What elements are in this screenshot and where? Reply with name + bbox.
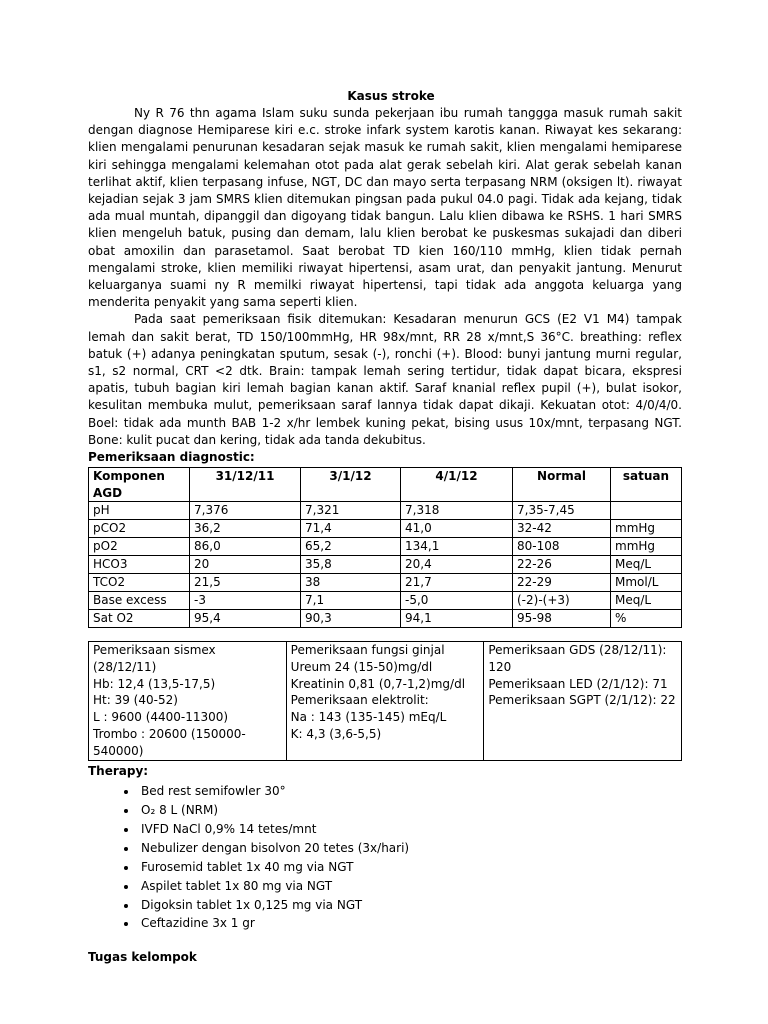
agd-param-cell: pO2 — [89, 538, 190, 556]
list-item: • Furosemid tablet 1x 40 mg via NGT — [138, 858, 682, 877]
table-row — [89, 538, 682, 556]
lab-line: K: 4,3 (3,6-5,5) — [290, 727, 382, 742]
agd-header-cell: Normal — [513, 468, 611, 502]
case-paragraph-1 — [88, 105, 682, 311]
agd-unit-cell: Meq/L — [611, 556, 682, 574]
lab-line: Na : 143 (135-145) mEq/L — [290, 710, 447, 725]
agd-value-cell: 71,4 — [301, 520, 401, 538]
agd-value-cell: -3 — [190, 592, 301, 610]
document-title: Kasus stroke — [347, 89, 435, 103]
list-item: • Bed rest semifowler 30° — [138, 782, 682, 801]
agd-value-cell: 36,2 — [190, 520, 301, 538]
agd-value-cell: 7,376 — [190, 502, 301, 520]
case-paragraph-1-text: Ny R 76 thn agama Islam suku sunda pekerjaan ibu rumah tanggga masuk rumah sakit dengan diagnose Hemiparese kiri e.c. stroke infark system karotis kanan. Riwayat kes sekarang: klien mengalami penurunan kesadaran sejak masuk ke rumah sakit, klien mengalami hemiparese kiri sehingga mengalami kelemahan otot pada alat gerak sebelah kiri. Alat gerak sebelah kanan terlihat aktif, klien terpasang infuse, NGT, DC dan mayo serta terpasang NRM (oksigen lt). riwayat kejadian sejak 3 jam SMRS klien ditemukan pingsan pada pukul 04.0 pagi. Tidak ada kejang, tidak ada mual muntah, dipanggil dan digoyang tidak bangun. Lalu klien dibawa ke RSHS. 1 hari SMRS klien mengeluh batuk, pusing dan demam, lalu klien berobat ke puskesmas sukajadi dan diberi obat amoxilin dan parasetamol. Saat berobat TD kien 160/110 mmHg, klien tidak pernah mengalami stroke, klien memiliki riwayat hipertensi, asam urat, dan penyakit jantung. Menurut keluarganya suami ny R memilki riwayat hipertensi, tapi tidak ada anggota keluarga yang menderita penyakit yang sama seperti klien. — [88, 106, 682, 310]
lab-gds-led-sgpt-cell — [484, 642, 682, 761]
table-row — [89, 502, 682, 520]
agd-table — [88, 467, 682, 628]
lab-line: Hb: 12,4 (13,5-17,5) — [93, 676, 216, 691]
lab-line: Trombo : 20600 (150000- — [93, 727, 246, 742]
table-row — [89, 610, 682, 628]
agd-unit-cell: Mmol/L — [611, 574, 682, 592]
agd-param-cell: pCO2 — [89, 520, 190, 538]
lab-line: 120 — [488, 659, 512, 674]
agd-param-cell: Sat O2 — [89, 610, 190, 628]
agd-normal-cell: 95-98 — [513, 610, 611, 628]
agd-header-cell: 4/1/12 — [401, 468, 513, 502]
agd-unit-cell: % — [611, 610, 682, 628]
agd-unit-cell: mmHg — [611, 538, 682, 556]
group-task-label: Tugas kelompok — [88, 950, 197, 965]
agd-unit-cell: Meq/L — [611, 592, 682, 610]
list-item: • Ceftazidine 3x 1 gr — [138, 914, 682, 933]
agd-header-cell: 3/1/12 — [301, 468, 401, 502]
list-item: • IVFD NaCl 0,9% 14 tetes/mnt — [138, 820, 682, 839]
lab-line: Pemeriksaan GDS (28/12/11): — [488, 643, 667, 658]
agd-value-cell: 41,0 — [401, 520, 513, 538]
list-item: • O₂ 8 L (NRM) — [138, 801, 682, 820]
agd-param-cell: pH — [89, 502, 190, 520]
case-paragraph-2 — [88, 311, 682, 449]
lab-line: Pemeriksaan elektrolit: — [290, 693, 429, 708]
case-paragraph-2-text: Pada saat pemeriksaan fisik ditemukan: Kesadaran menurun GCS (E2 V1 M4) tampak lemah dan sakit berat, TD 150/100mmHg, HR 98x/mnt, RR 28 x/mnt,S 36°C. breathing: reflex batuk (+) adanya peningkatan sputum, sesak (-), ronchi (+). Blood: bunyi jantung murni regular, s1, s2 normal, CRT <2 dtk. Brain: tampak lemah sering tertidur, tidak dapat bicara, ekspresi apatis, tubuh bagian kiri lemah bagian kanan aktif. Saraf knanial reflex pupil (+), bulat isokor, kesulitan membuka mulut, pemeriksaan saraf lannya tidak dapat dikaji. Kekuatan otot: 4/0/4/0. Boel: tidak ada munth BAB 1-2 x/hr lembek kuning pekat, bising usus 10x/mnt, terpasang NGT. Bone: kulit pucat dan kering, tidak ada tanda dekubitus. — [88, 312, 682, 447]
list-item: • Aspilet tablet 1x 80 mg via NGT — [138, 877, 682, 896]
lab-renal-electrolyte-cell — [286, 642, 484, 761]
lab-line: Ht: 39 (40-52) — [93, 693, 178, 708]
agd-header-cell: Komponen AGD — [89, 468, 190, 502]
agd-value-cell: 35,8 — [301, 556, 401, 574]
agd-value-cell: 90,3 — [301, 610, 401, 628]
lab-line: L : 9600 (4400-11300) — [93, 710, 229, 725]
agd-normal-cell: 7,35-7,45 — [513, 502, 611, 520]
list-item: • Digoksin tablet 1x 0,125 mg via NGT — [138, 896, 682, 915]
agd-param-cell: Base excess — [89, 592, 190, 610]
table-row — [89, 520, 682, 538]
lab-line: Pemeriksaan sismex (28/12/11) — [93, 643, 216, 674]
agd-value-cell: 86,0 — [190, 538, 301, 556]
table-row — [89, 556, 682, 574]
agd-header-row — [89, 468, 682, 502]
lab-line: Pemeriksaan fungsi ginjal — [290, 643, 445, 658]
agd-value-cell: 21,5 — [190, 574, 301, 592]
lab-line: Ureum 24 (15-50)mg/dl — [290, 659, 433, 674]
agd-unit-cell — [611, 502, 682, 520]
agd-normal-cell: 80-108 — [513, 538, 611, 556]
lab-line: 540000) — [93, 743, 144, 758]
lab-line: Kreatinin 0,81 (0,7-1,2)mg/dl — [290, 676, 466, 691]
agd-param-cell: HCO3 — [89, 556, 190, 574]
agd-normal-cell: (-2)-(+3) — [513, 592, 611, 610]
agd-value-cell: 95,4 — [190, 610, 301, 628]
agd-header-cell: 31/12/11 — [190, 468, 301, 502]
lab-line: Pemeriksaan SGPT (2/1/12): 22 — [488, 693, 676, 708]
list-item: • Nebulizer dengan bisolvon 20 tetes (3x/hari) — [138, 839, 682, 858]
diagnostic-label: Pemeriksaan diagnostic: — [88, 450, 255, 465]
table-row — [89, 574, 682, 592]
agd-value-cell: 7,318 — [401, 502, 513, 520]
agd-value-cell: 20,4 — [401, 556, 513, 574]
agd-value-cell: 94,1 — [401, 610, 513, 628]
lab-line: Pemeriksaan LED (2/1/12): 71 — [488, 676, 668, 691]
agd-value-cell: -5,0 — [401, 592, 513, 610]
lab-sismex-cell — [89, 642, 287, 761]
therapy-label: Therapy: — [88, 764, 149, 779]
agd-value-cell: 7,1 — [301, 592, 401, 610]
agd-value-cell: 65,2 — [301, 538, 401, 556]
lab-results-row — [89, 642, 682, 761]
table-row — [89, 592, 682, 610]
agd-value-cell: 38 — [301, 574, 401, 592]
agd-normal-cell: 22-29 — [513, 574, 611, 592]
agd-value-cell: 7,321 — [301, 502, 401, 520]
agd-unit-cell: mmHg — [611, 520, 682, 538]
agd-normal-cell: 32-42 — [513, 520, 611, 538]
agd-param-cell: TCO2 — [89, 574, 190, 592]
agd-value-cell: 21,7 — [401, 574, 513, 592]
agd-value-cell: 134,1 — [401, 538, 513, 556]
agd-value-cell: 20 — [190, 556, 301, 574]
lab-results-table — [88, 641, 682, 761]
agd-normal-cell: 22-26 — [513, 556, 611, 574]
therapy-list — [88, 782, 682, 933]
agd-header-cell: satuan — [611, 468, 682, 502]
